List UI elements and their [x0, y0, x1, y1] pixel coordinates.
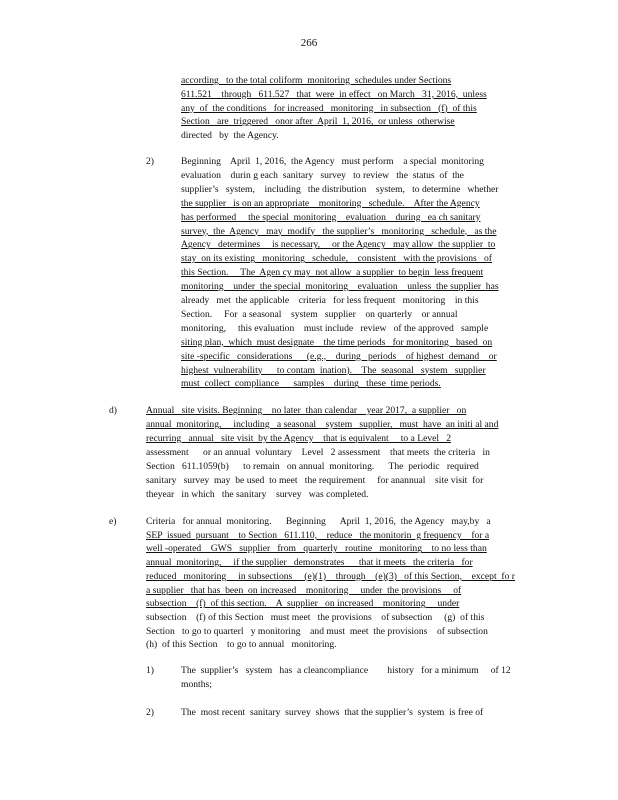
- item-e2-marker: 2): [146, 707, 154, 718]
- text-line: subsection (f) of this section. A supplier on increased monitoring under: [146, 598, 460, 610]
- text-line: evaluation durin g each sanitary survey to review the status of the: [181, 169, 464, 181]
- text-line: monitoring, this evaluation must include review of the approved sample: [181, 322, 489, 334]
- text-line: site -specific considerations (e.g., during periods of highest demand or: [181, 350, 497, 362]
- text-line: Beginning April 1, 2016, the Agency must perform a special monitoring: [181, 156, 484, 167]
- text-line: Section 611.1059(b) to remain on annual monitoring. The periodic required: [146, 461, 479, 472]
- text-line: SEP issued pursuant to Section 611.110, reduce the monitorin g frequency for a: [146, 529, 490, 541]
- text-line: The supplier’s system has a cleancompliance history for a minimum of 12: [181, 665, 511, 676]
- text-line: highest vulnerability to contam ination). The seasonal system supplier: [181, 364, 486, 376]
- item-2-marker: 2): [146, 156, 154, 167]
- text-line: siting plan, which must designate the time periods for monitoring based on: [181, 336, 493, 348]
- text-line: months;: [181, 678, 212, 690]
- text-line: supplier’s system, including the distribution system, to determine whether: [181, 183, 499, 195]
- text-line: The most recent sanitary survey shows that the supplier’s system is free of: [181, 707, 484, 718]
- text-line: Criteria for annual monitoring. Beginning April 1, 2016, the Agency may,by a: [146, 516, 491, 527]
- text-line: annual monitoring, including a seasonal system supplier, must have an initi al and: [146, 419, 499, 430]
- text-line: reduced monitoring in subsections (e)(1) through (e)(3) of this Section, except fo r: [146, 570, 516, 582]
- text-line: a supplier that has been on increased monitoring under the provisions of: [146, 584, 462, 596]
- text-line: must collect compliance samples during these time periods.: [181, 378, 441, 390]
- text-line: 611.521 through 611.527 that were in effect on March 31, 2016, unless: [181, 88, 487, 100]
- text-line: monitoring under the special monitoring evaluation unless the supplier has: [181, 281, 499, 293]
- text-line: subsection (f) of this Section must meet the provisions of subsection (g) of this: [146, 611, 485, 623]
- text-line: Annual site visits. Beginning no later than calendar year 2017, a supplier on: [146, 405, 467, 416]
- text-line: theyear in which the sanitary survey was completed.: [146, 489, 369, 500]
- text-line: Section are triggered onor after April 1, 2016, or unless otherwise: [181, 116, 455, 128]
- item-e-marker: e): [109, 516, 117, 527]
- text-line: annual monitoring, if the supplier demonstrates that it meets the criteria for: [146, 557, 473, 569]
- text-line: stay on its existing monitoring schedule, consistent with the provisions of: [181, 253, 492, 265]
- text-line: has performed the special monitoring evaluation during ea ch sanitary: [181, 211, 481, 223]
- text-line: the supplier is on an appropriate monitoring schedule. After the Agency: [181, 197, 480, 209]
- text-line: any of the conditions for increased monitoring in subsection (f) of this: [181, 102, 477, 114]
- text-line: already met the applicable criteria for less frequent monitoring in this: [181, 295, 479, 306]
- text-line: Agency determines is necessary, or the Agency may allow the supplier to: [181, 239, 496, 251]
- page-number: 266: [300, 37, 318, 49]
- text-line: recurring annual site visit by the Agency that is equivalent to a Level 2: [146, 433, 452, 444]
- text-line: directed by the Agency.: [181, 130, 279, 142]
- text-line: (h) of this Section to go to annual monitoring.: [146, 639, 337, 651]
- item-d-marker: d): [109, 405, 117, 416]
- text-line: Section to go to quarterl y monitoring and must meet the provisions of subsection: [146, 625, 488, 637]
- text-line: well -operated GWS supplier from quarterly routine monitoring to no less than: [146, 543, 487, 555]
- text-line: assessment or an annual voluntary Level 2 assessment that meets the criteria in: [146, 447, 490, 458]
- text-line: according to the total coliform monitoring schedules under Sections: [181, 75, 452, 86]
- text-line: Section. For a seasonal system supplier on quarterly or annual: [181, 308, 458, 320]
- item-e1-marker: 1): [146, 665, 154, 676]
- text-line: survey, the Agency may modify the supplier’s monitoring schedule, as the: [181, 225, 497, 237]
- text-line: this Section. The Agen cy may not allow a supplier to begin less frequent: [181, 267, 484, 279]
- text-line: sanitary survey may be used to meet the requirement for anannual site visit for: [146, 475, 484, 486]
